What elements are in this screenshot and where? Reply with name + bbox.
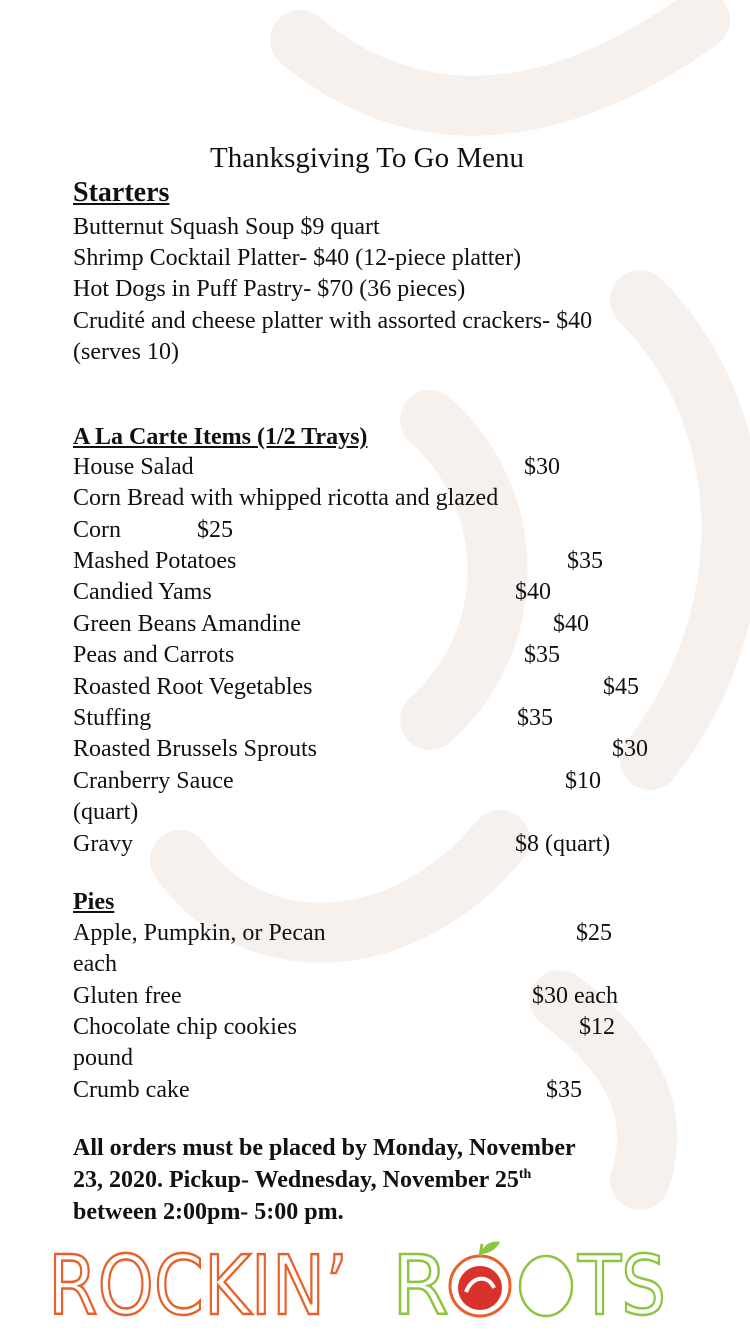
menu-item-name: Green Beans Amandine [73, 611, 301, 637]
menu-item-name: Chocolate chip cookies [73, 1014, 297, 1040]
menu-item-name: Stuffing [73, 705, 152, 731]
a-la-carte-heading: A La Carte Items (1/2 Trays) [73, 424, 368, 450]
pies-heading: Pies [73, 889, 115, 915]
starters-line: (serves 10) [73, 339, 179, 365]
starters-line: Butternut Squash Soup $9 quart [73, 214, 380, 240]
rockin-roots-logo [48, 1236, 668, 1334]
menu-item-price: $25 [197, 517, 233, 543]
page-title: Thanksgiving To Go Menu [209, 142, 524, 174]
starters-heading: Starters [73, 177, 170, 208]
menu-item-name: Apple, Pumpkin, or Pecan [73, 920, 326, 946]
notice-text: 23, 2020. Pickup- Wednesday, November 25 [73, 1167, 519, 1193]
starters-line: Hot Dogs in Puff Pastry- $70 (36 pieces) [73, 276, 466, 302]
menu-item-name: House Salad [73, 454, 194, 480]
menu-item-name: Mashed Potatoes [73, 548, 237, 574]
starters-line: Shrimp Cocktail Platter- $40 (12-piece platter) [73, 245, 522, 271]
menu-item-name: Roasted Brussels Sprouts [73, 736, 318, 762]
menu-item-price: $35 [567, 548, 603, 574]
menu-item-price: $30 [524, 454, 560, 480]
menu-item-name: (quart) [73, 799, 139, 825]
notice-superscript: th [518, 1167, 532, 1182]
menu-item-price: $25 [576, 920, 612, 946]
menu-item-price: $8 (quart) [515, 831, 611, 857]
order-deadline-notice [73, 1132, 653, 1228]
menu-item-name: pound [73, 1045, 133, 1071]
menu-item-name: Roasted Root Vegetables [73, 674, 313, 700]
menu-item-price: $30 [612, 736, 648, 762]
logo-letters-ts: TS [577, 1239, 666, 1334]
menu-item-name: Crumb cake [73, 1077, 190, 1103]
menu-item-name: Peas and Carrots [73, 642, 235, 668]
logo-letter-o-icon [520, 1256, 572, 1316]
starters-line: Crudité and cheese platter with assorted crackers- $40 [73, 308, 593, 334]
menu-item-name: Corn Bread with whipped ricotta and glazed [73, 485, 499, 511]
menu-item-price: $30 each [532, 983, 618, 1009]
menu-item-price: $10 [565, 768, 601, 794]
notice-line: between 2:00pm- 5:00 pm. [73, 1199, 344, 1225]
menu-item-name: each [73, 951, 117, 977]
notice-line: All orders must be placed by Monday, November [73, 1135, 576, 1161]
apple-icon [450, 1242, 510, 1317]
menu-item-price: $35 [546, 1077, 582, 1103]
menu-item-price: $40 [515, 579, 551, 605]
menu-item-name: Corn [73, 517, 121, 543]
menu-item-price: $45 [603, 674, 639, 700]
menu-item-price: $12 [579, 1014, 615, 1040]
menu-item-name: Gluten free [73, 983, 182, 1009]
menu-item-price: $35 [524, 642, 560, 668]
menu-item-price: $35 [517, 705, 553, 731]
menu-item-price: $40 [553, 611, 589, 637]
menu-item-name: Cranberry Sauce [73, 768, 234, 794]
menu-item-name: Candied Yams [73, 579, 212, 605]
menu-item-name: Gravy [73, 831, 133, 857]
logo-letter-r: R [392, 1239, 449, 1334]
logo-word-rockin: ROCKIN’ [48, 1239, 348, 1334]
notice-line [73, 1164, 653, 1196]
